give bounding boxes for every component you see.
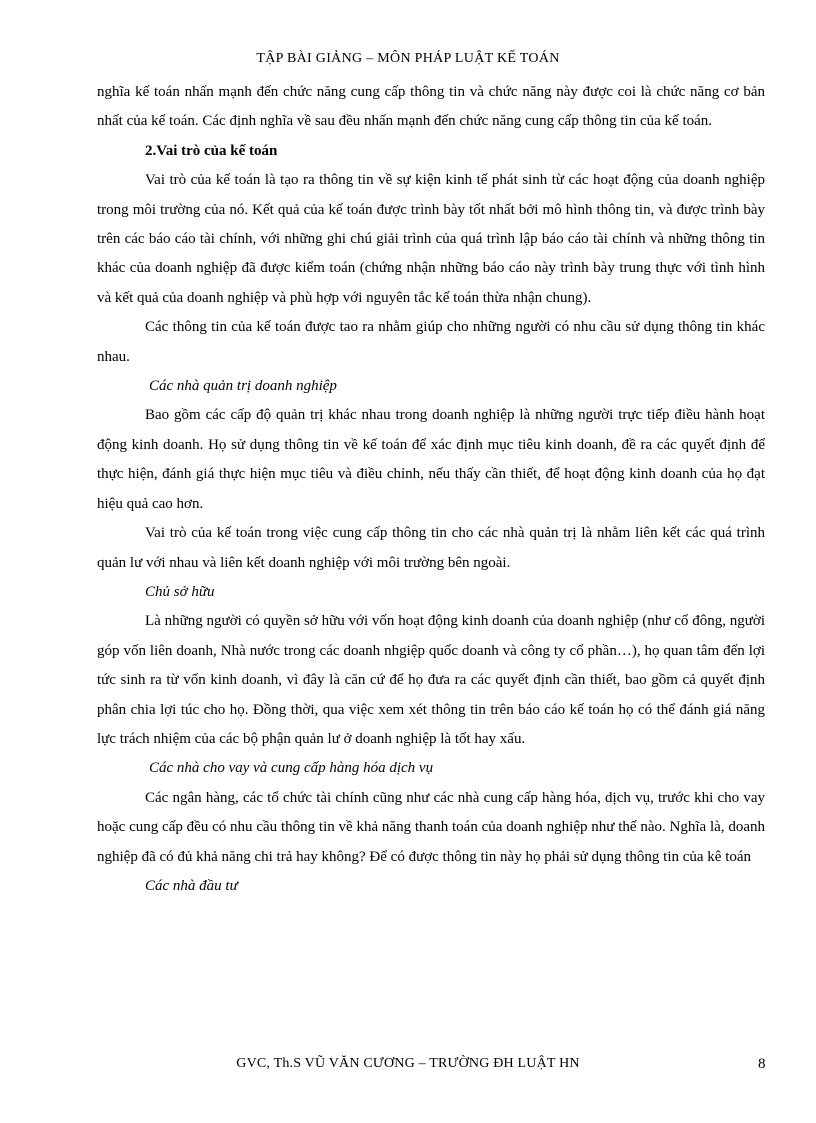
subheading-managers: Các nhà quản trị doanh nghiệp xyxy=(149,378,337,395)
page-header: TẬP BÀI GIẢNG – MÔN PHÁP LUẬT KẾ TOÁN xyxy=(256,51,560,66)
paragraph-users: Các thông tin của kế toán được tao ra nhằm giúp cho những người có nhu cầu sử dụng thông tin khác nhau. xyxy=(97,319,765,365)
paragraph-managers: Bao gồm các cấp độ quản trị khác nhau trong doanh nghiệp là những người trực tiếp điều hành hoạt động kinh doanh. Họ sử dụng thông tin về kế toán để xác định mục tiêu kinh doanh, đề ra các quyết định để thực hiện, đánh giá thực hiện mục tiêu và điều chỉnh, nếu thấy cần thiết, để hoạt động kinh doanh của họ đạt hiệu quả cao hơn. xyxy=(97,407,765,512)
paragraph-owners: Là những người có quyền sở hữu với vốn hoạt động kinh doanh của doanh nghiệp (như cổ đông, người góp vốn liên doanh, Nhà nước trong các doanh nhgiệp quốc doanh và công ty cổ phần…), họ quan tâm đến lợi tức sinh ra từ vốn kinh doanh, vì đây là căn cứ để họ đưa ra các quyết định cần thiết, bao gồm cả quyết định phân chia lợi túc cho họ. Đồng thời, qua việc xem xét thông tin trên báo cáo kế toán họ có thể đánh giá năng lực trách nhiệm của các bộ phận quản lư ở doanh nghiệp là tốt hay xấu. xyxy=(97,613,765,747)
paragraph-role: Vai trò của kế toán là tạo ra thông tin về sự kiện kinh tế phát sinh từ các hoạt động của doanh nghiệp trong môi trường của nó. Kết quả của kế toán được trình bày tốt nhất bởi mô hình thông tin, và được trình bày trên các báo cáo tài chính, với những ghi chú giải trình của quá trình lập báo cáo tài chính và những thông tin khác của doanh nghiệp đã được kiểm toán (chứng nhận những báo cáo này trình bày trung thực với tình hình và kết quả của doanh nghiệp và phù hợp với nguyên tắc kế toán thừa nhận chung). xyxy=(97,172,765,306)
document-body xyxy=(97,78,765,901)
subheading-owners: Chủ sở hữu xyxy=(145,583,215,600)
subheading-investors: Các nhà đầu tư xyxy=(145,877,238,894)
subheading-lenders: Các nhà cho vay và cung cấp hàng hóa dịch vụ xyxy=(149,760,434,777)
paragraph-lenders: Các ngân hàng, các tổ chức tài chính cũng như các nhà cung cấp hàng hóa, dịch vụ, trước khi cho vay hoặc cung cấp đều có nhu cầu thông tin về khả năng thanh toán của doanh nghiệp như thế nào. Nghĩa là, doanh nghiệp đã có đủ khả năng chi trả hay không? Để có được thông tin này họ phải sử dụng thông tin của kê toán xyxy=(97,789,765,865)
footer-author: GVC, Th.S VŨ VĂN CƯƠNG – TRƯỜNG ĐH LUẬT HN xyxy=(236,1056,580,1071)
section-heading: 2.Vai trò của kế toán xyxy=(145,142,278,159)
paragraph-managers-role: Vai trò của kế toán trong việc cung cấp thông tin cho các nhà quản trị là nhằm liên kết các quá trình quản lư với nhau và liên kết doanh nghiệp với môi trường bên ngoài. xyxy=(97,525,765,571)
paragraph-definition: nghĩa kế toán nhấn mạnh đến chức năng cung cấp thông tin và chức năng này được coi là chức năng cơ bản nhất của kế toán. Các định nghĩa về sau đều nhấn mạnh đến chức năng cung cấp thông tin của kế toán. xyxy=(97,84,765,130)
page-number: 8 xyxy=(758,1056,766,1072)
